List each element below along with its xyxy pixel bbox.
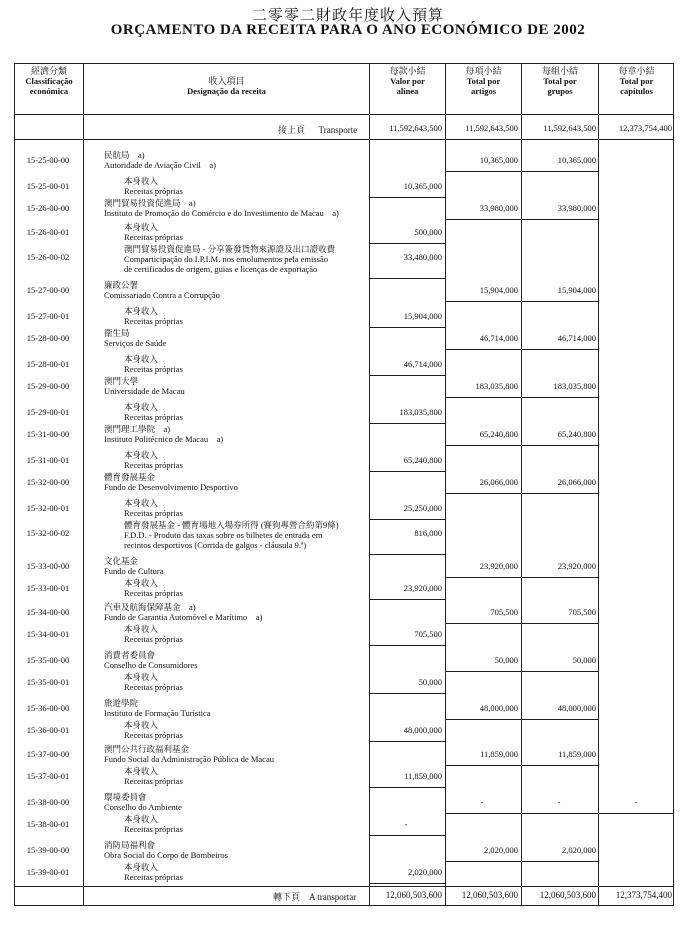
header-pt: alínea xyxy=(396,86,419,96)
row-designation xyxy=(124,862,392,882)
header-cn: 每組小結 xyxy=(541,66,578,76)
cell-grupos: 15,904,000 xyxy=(557,285,596,295)
header-grupos xyxy=(522,66,598,96)
transport-out-artigos: 12,060,503,600 xyxy=(461,890,518,900)
row-designation xyxy=(124,814,392,834)
designation-pt: Fundo de Garantia Automóvel e Marítimo a) xyxy=(104,612,263,622)
cell-rule xyxy=(446,813,521,814)
header-artigos xyxy=(446,66,521,96)
cell-grupos: 23,920,000 xyxy=(557,561,596,571)
row-designation xyxy=(124,222,392,242)
cell-alinea: 48,000,000 xyxy=(403,725,442,735)
row-code: 15-34-00-01 xyxy=(26,629,70,639)
row-code: 15-29-00-01 xyxy=(26,407,70,417)
cell-rule xyxy=(370,741,445,742)
cell-rule xyxy=(370,835,445,836)
transport-in-label xyxy=(278,123,357,136)
row-designation xyxy=(104,328,372,348)
cell-grupos: 10,365,000 xyxy=(557,155,596,165)
cell-rule xyxy=(370,645,445,646)
designation-cn: 本身收入 xyxy=(124,402,159,412)
row-code: 15-33-00-00 xyxy=(26,561,70,571)
cell-rule xyxy=(522,493,598,494)
header-alinea xyxy=(370,66,445,96)
cell-alinea: 183,035,800 xyxy=(399,407,442,417)
cell-rule xyxy=(370,375,445,376)
cell-alinea: 15,904,000 xyxy=(403,311,442,321)
designation-cn: 旅遊學院 xyxy=(104,698,139,708)
cell-rule xyxy=(446,219,521,220)
cell-rule xyxy=(522,397,598,398)
cell-alinea: - xyxy=(404,819,408,829)
footer-divider xyxy=(14,886,674,887)
row-designation xyxy=(124,354,392,374)
designation-cn: 衛生局 xyxy=(104,328,130,338)
row-code: 15-39-00-01 xyxy=(26,867,70,877)
row-code: 15-34-00-00 xyxy=(26,607,70,617)
cell-alinea: 33,480,000 xyxy=(403,252,442,262)
header-pt: Valor por xyxy=(390,76,425,86)
designation-cn: 本身收入 xyxy=(124,672,159,682)
designation-cn: 本身收入 xyxy=(124,766,159,776)
column-divider xyxy=(598,63,599,906)
row-code: 15-26-00-00 xyxy=(26,203,70,213)
cell-rule xyxy=(522,719,598,720)
cell-rule xyxy=(446,719,521,720)
row-designation xyxy=(124,578,392,598)
cell-rule xyxy=(522,171,598,172)
cell-rule xyxy=(370,197,445,198)
row-designation xyxy=(104,744,372,764)
designation-pt: Receitas próprias xyxy=(124,682,183,692)
designation-pt: Conselho de Consumidores xyxy=(104,660,198,670)
row-code: 15-37-00-01 xyxy=(26,771,70,781)
row-code: 15-31-00-01 xyxy=(26,455,70,465)
designation-cn: 本身收入 xyxy=(124,354,159,364)
cell-alinea: 65,240,800 xyxy=(403,455,442,465)
designation-cn: 消費者委員會 xyxy=(104,650,156,660)
designation-cn: 本身收入 xyxy=(124,624,159,634)
designation-pt: Receitas próprias xyxy=(124,634,183,644)
transport-in-grupos: 11,592,643,500 xyxy=(543,123,596,133)
cell-artigos: 10,365,000 xyxy=(479,155,518,165)
designation-pt: Instituto de Promoção do Comércio e do Investimento de Macau a) xyxy=(104,208,339,218)
designation-cn: 文化基金 xyxy=(104,556,139,566)
cell-rule xyxy=(370,787,445,788)
row-designation xyxy=(124,766,392,786)
designation-cn: 本身收入 xyxy=(124,862,159,872)
row-code: 15-38-00-00 xyxy=(26,797,70,807)
designation-cn: 本身收入 xyxy=(124,176,159,186)
cell-rule xyxy=(446,493,521,494)
cell-grupos: 46,714,000 xyxy=(557,333,596,343)
designation-pt: Receitas próprias xyxy=(124,730,183,740)
row-code: 15-33-00-01 xyxy=(26,583,70,593)
cell-rule xyxy=(522,671,598,672)
row-code: 15-35-00-00 xyxy=(26,655,70,665)
row-designation xyxy=(124,720,392,740)
cell-alinea: 11,859,000 xyxy=(404,771,442,781)
cell-rule xyxy=(370,599,445,600)
row-code: 15-29-00-00 xyxy=(26,381,70,391)
designation-pt: Instituto Politécnico de Macau a) xyxy=(104,434,224,444)
cell-alinea: 500,000 xyxy=(414,227,442,237)
cell-artigos: 15,904,000 xyxy=(479,285,518,295)
designation-pt: Conselho do Ambiente xyxy=(104,802,182,812)
designation-pt: Receitas próprias xyxy=(124,364,183,374)
row-designation xyxy=(104,376,372,396)
cell-rule xyxy=(446,349,521,350)
cell-rule xyxy=(370,327,445,328)
row-designation xyxy=(104,198,372,218)
cell-grupos: 2,020,000 xyxy=(562,845,596,855)
row-designation xyxy=(104,556,372,576)
cell-grupos: 183,035,800 xyxy=(553,381,596,391)
designation-cn: 澳門貿易投資促進局 - 分享簽發貨物來源證及出口證收費 xyxy=(124,244,336,254)
row-code: 15-36-00-00 xyxy=(26,703,70,713)
transport-out-pt: A transportar xyxy=(309,892,357,902)
cell-rule xyxy=(446,445,521,446)
row-code: 15-32-00-00 xyxy=(26,477,70,487)
row-designation xyxy=(124,498,392,518)
row-designation xyxy=(124,520,392,550)
row-designation xyxy=(124,672,392,692)
cell-alinea: 46,714,000 xyxy=(403,359,442,369)
row-code: 15-31-00-00 xyxy=(26,429,70,439)
header-capitulos xyxy=(599,66,674,96)
designation-pt: Receitas próprias xyxy=(124,232,183,242)
header-divider xyxy=(14,114,674,115)
designation-cn: 廉政公署 xyxy=(104,280,139,290)
row-designation xyxy=(104,698,372,718)
row-designation xyxy=(124,176,392,196)
header-pt: Designação da receita xyxy=(187,86,266,96)
cell-rule xyxy=(370,278,445,279)
row-code: 15-32-00-02 xyxy=(26,528,70,538)
cell-rule xyxy=(522,765,598,766)
row-code: 15-25-00-01 xyxy=(26,181,70,191)
row-code: 15-28-00-01 xyxy=(26,359,70,369)
transport-out-label xyxy=(273,890,356,903)
designation-cn: 本身收入 xyxy=(124,720,159,730)
cell-rule xyxy=(370,693,445,694)
cell-artigos: 23,920,000 xyxy=(479,561,518,571)
designation-pt: Receitas próprias xyxy=(124,872,183,882)
designation-cn: 本身收入 xyxy=(124,578,159,588)
designation-cn: 本身收入 xyxy=(124,306,159,316)
row-designation xyxy=(104,840,372,860)
cell-rule xyxy=(522,301,598,302)
designation-pt: Autoridade de Aviação Civil a) xyxy=(104,160,216,170)
header-cn: 每款小結 xyxy=(389,66,426,76)
cell-rule xyxy=(370,554,445,555)
cell-grupos: 33,980,000 xyxy=(557,203,596,213)
cell-grupos: 26,066,000 xyxy=(557,477,596,487)
row-code: 15-37-00-00 xyxy=(26,749,70,759)
designation-cn: 本身收入 xyxy=(124,498,159,508)
designation-pt: Receitas próprias xyxy=(124,460,183,470)
designation-pt: Fundo Social da Administração Pública de Macau xyxy=(104,754,274,764)
designation-cn: 消防局福利會 xyxy=(104,840,156,850)
designation-cn: 汽車及航海保障基金 a) xyxy=(104,602,196,612)
header-pt: artigos xyxy=(470,86,497,96)
designation-cn: 本身收入 xyxy=(124,222,159,232)
designation-pt: Fundo de Cultura xyxy=(104,566,164,576)
designation-cn: 澳門大學 xyxy=(104,376,139,386)
designation-pt: F.D.D. - Produto das taxas sobre os bilhetes de entrada em xyxy=(124,530,323,540)
cell-artigos: 46,714,000 xyxy=(479,333,518,343)
row-designation xyxy=(124,306,392,326)
cell-grupos: 705,500 xyxy=(568,607,596,617)
header-cn: 每項小結 xyxy=(465,66,502,76)
designation-cn: 體育發展基金 xyxy=(104,472,156,482)
cell-artigos: 2,020,000 xyxy=(484,845,518,855)
designation-pt: Comparticipação do I.P.I.M. nos emolumentos pela emissão xyxy=(124,254,328,264)
cell-rule xyxy=(522,445,598,446)
row-designation xyxy=(124,244,392,274)
row-designation xyxy=(104,650,372,670)
cell-alinea: 10,365,000 xyxy=(403,181,442,191)
designation-cn: 本身收入 xyxy=(124,450,159,460)
designation-pt: Serviços de Saúde xyxy=(104,338,167,348)
cell-rule xyxy=(370,471,445,472)
cell-rule xyxy=(522,349,598,350)
page-title-portuguese: ORÇAMENTO DA RECEITA PARA O ANO ECONÓMICO DE 2002 xyxy=(110,22,586,38)
row-designation xyxy=(104,472,372,492)
transport-out-alinea: 12,060,503,600 xyxy=(385,890,442,900)
row-code: 15-39-00-00 xyxy=(26,845,70,855)
cell-alinea: 23,920,000 xyxy=(403,583,442,593)
header-cn: 每章小結 xyxy=(618,66,655,76)
cell-alinea: 816,000 xyxy=(414,528,442,538)
designation-pt: Instituto de Formação Turística xyxy=(104,708,211,718)
row-designation xyxy=(104,150,372,170)
cell-grupos: 65,240,800 xyxy=(557,429,596,439)
header-cn: 經濟分類 xyxy=(30,66,67,76)
designation-cn: 澳門理工學院 a) xyxy=(104,424,171,434)
cell-capitulos: - xyxy=(634,797,638,807)
column-divider xyxy=(83,63,84,906)
transport-in-artigos: 11,592,643,500 xyxy=(465,123,518,133)
designation-cn: 澳門貿易投資促進局 a) xyxy=(104,198,196,208)
row-designation xyxy=(124,402,392,422)
row-designation xyxy=(104,602,372,622)
cell-grupos: 11,859,000 xyxy=(558,749,596,759)
row-designation xyxy=(104,792,372,812)
cell-rule xyxy=(522,577,598,578)
designation-cn: 環境委員會 xyxy=(104,792,147,802)
header-pt: capítulos xyxy=(620,86,653,96)
cell-rule xyxy=(522,219,598,220)
designation-cn: 本身收入 xyxy=(124,814,159,824)
row-designation xyxy=(124,624,392,644)
header-cn: 收入項目 xyxy=(208,76,245,86)
cell-rule xyxy=(522,813,598,814)
designation-pt: recintos desportivos (Corrida de galgos - cláusula 9.ª) xyxy=(124,540,307,550)
cell-rule xyxy=(522,623,598,624)
cell-artigos: 183,035,800 xyxy=(475,381,518,391)
transport-out-cn: 轉下頁 xyxy=(273,892,301,902)
transport-in-pt: Transporte xyxy=(318,125,358,135)
row-code: 15-38-00-01 xyxy=(26,819,70,829)
designation-pt: Receitas próprias xyxy=(124,824,183,834)
cell-artigos: 50,000 xyxy=(494,655,518,665)
cell-grupos: 48,000,000 xyxy=(557,703,596,713)
cell-rule xyxy=(446,301,521,302)
cell-artigos: 26,066,000 xyxy=(479,477,518,487)
cell-alinea: 705,500 xyxy=(414,629,442,639)
cell-grupos: - xyxy=(557,797,561,807)
cell-rule xyxy=(599,813,674,814)
header-pt: Classificação xyxy=(25,76,73,86)
row-code: 15-32-00-01 xyxy=(26,503,70,513)
cell-rule xyxy=(446,861,521,862)
cell-artigos: 48,000,000 xyxy=(479,703,518,713)
transport-divider xyxy=(14,139,674,140)
row-designation xyxy=(104,280,372,300)
designation-pt: Receitas próprias xyxy=(124,588,183,598)
cell-rule xyxy=(446,397,521,398)
header-pt: Total por xyxy=(466,76,501,86)
header-designation xyxy=(84,76,369,96)
row-code: 15-26-00-01 xyxy=(26,227,70,237)
row-code: 15-28-00-00 xyxy=(26,333,70,343)
designation-pt: Universidade de Macau xyxy=(104,386,185,396)
header-classification xyxy=(14,66,84,96)
designation-cn: 體育發展基金 - 體育場地入場券所得 (賽狗專營合約第9條) xyxy=(124,520,339,530)
cell-rule xyxy=(370,423,445,424)
row-code: 15-36-00-01 xyxy=(26,725,70,735)
header-pt: económica xyxy=(29,86,69,96)
header-pt: grupos xyxy=(547,86,573,96)
cell-grupos: 50,000 xyxy=(572,655,596,665)
cell-rule xyxy=(522,861,598,862)
designation-pt: Receitas próprias xyxy=(124,508,183,518)
cell-rule xyxy=(446,623,521,624)
cell-artigos: 705,500 xyxy=(490,607,518,617)
cell-alinea: 2,020,000 xyxy=(408,867,442,877)
transport-in-capitulos: 12,373,754,400 xyxy=(618,123,672,133)
transport-out-grupos: 12,060,503,600 xyxy=(539,890,596,900)
cell-alinea: 50,000 xyxy=(418,677,442,687)
designation-pt: Fundo de Desenvolvimento Desportivo xyxy=(104,482,238,492)
designation-pt: Receitas próprias xyxy=(124,776,183,786)
row-designation xyxy=(104,424,372,444)
transport-in-alinea: 11,592,643,500 xyxy=(389,123,442,133)
header-pt: Total por xyxy=(619,76,654,86)
designation-pt: Receitas próprias xyxy=(124,316,183,326)
cell-artigos: 33,980,000 xyxy=(479,203,518,213)
header-pt: Total por xyxy=(543,76,577,86)
row-code: 15-27-00-00 xyxy=(26,285,70,295)
designation-pt: Receitas próprias xyxy=(124,412,183,422)
cell-rule xyxy=(446,671,521,672)
cell-artigos: - xyxy=(480,797,484,807)
row-designation xyxy=(124,450,392,470)
designation-pt: Obra Social do Corpo de Bombeiros xyxy=(104,850,228,860)
cell-artigos: 11,859,000 xyxy=(480,749,518,759)
transport-in-cn: 接上頁 xyxy=(278,125,306,135)
designation-pt: de certificados de origem, guias e licenças de exportação xyxy=(124,264,318,274)
cell-rule xyxy=(446,171,521,172)
row-code: 15-35-00-01 xyxy=(26,677,70,687)
designation-pt: Receitas próprias xyxy=(124,186,183,196)
row-code: 15-25-00-00 xyxy=(26,155,70,165)
transport-out-capitulos: 12,373,754,400 xyxy=(615,890,672,900)
row-code: 15-26-00-02 xyxy=(26,252,70,262)
designation-pt: Comissariado Contra a Corrupção xyxy=(104,290,220,300)
row-code: 15-27-00-01 xyxy=(26,311,70,321)
page-title-chinese: 二零零二財政年度收入預算 xyxy=(251,8,444,24)
cell-rule xyxy=(446,577,521,578)
designation-cn: 澳門公共行政福利基金 xyxy=(104,744,190,754)
cell-artigos: 65,240,800 xyxy=(479,429,518,439)
cell-rule xyxy=(446,765,521,766)
cell-alinea: 25,250,000 xyxy=(403,503,442,513)
designation-cn: 民航局 a) xyxy=(104,150,145,160)
cell-rule xyxy=(370,883,445,884)
